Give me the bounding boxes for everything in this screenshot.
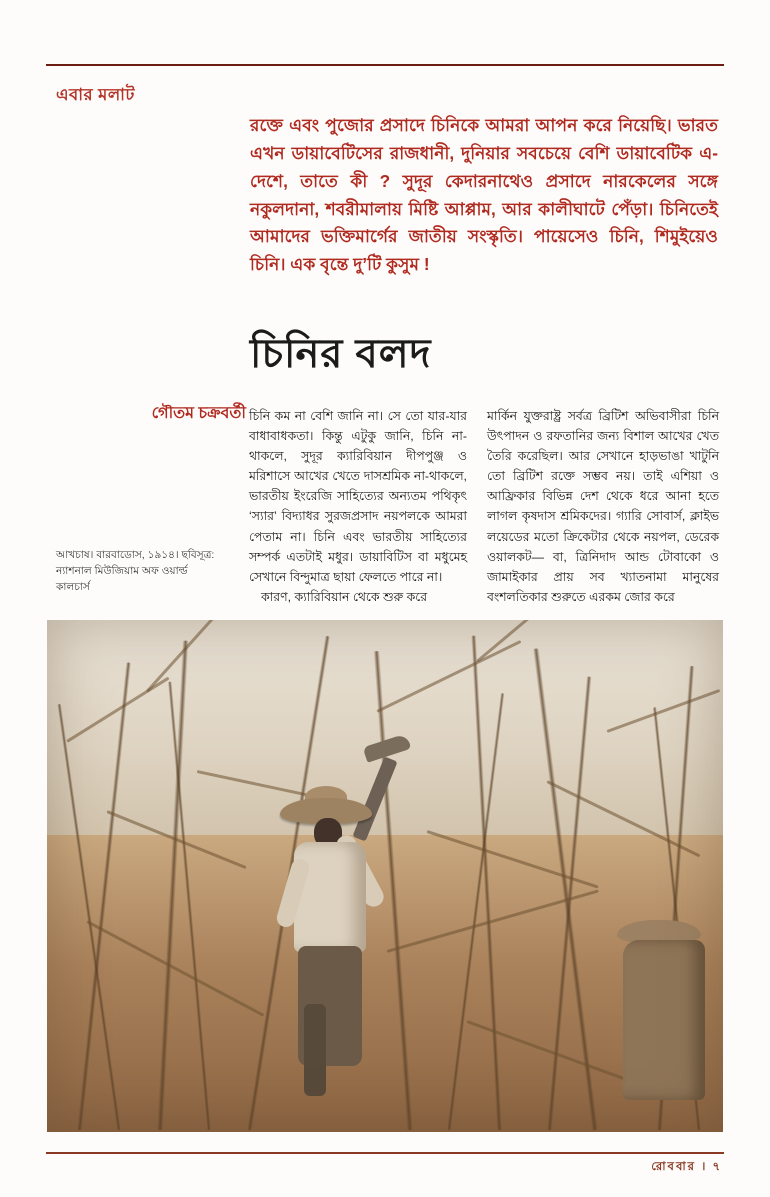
- bottom-divider: [46, 1152, 724, 1154]
- worker-leg: [304, 1004, 326, 1096]
- standfirst-text: রক্তে এবং পুজোর প্রসাদে চিনিকে আমরা আপন করে নিয়েছি। ভারত এখন ডায়াবেটিসের রাজধানী, দুনিয়ার সবচেয়ে বেশি ডায়াবেটিক এ-দেশে, তাতে কী ? সুদূর কেদারনাথেও প্রসাদে নারকেলের সঙ্গে নকুলদানা, শবরীমালায় মিষ্টি আপ্পাম, আর কালীঘাটে পেঁড়া। চিনিতেই আমাদের ভক্তিমার্গের জাতীয় সংস্কৃতি। পায়েসেও চিনি, শিমুইয়েও চিনি। এক বৃন্তে দু’টি কুসুম !: [250, 115, 718, 275]
- article-photo: [47, 620, 723, 1132]
- photo-canvas: [47, 620, 723, 1132]
- second-worker-figure: [607, 920, 717, 1110]
- worker-body: [623, 940, 705, 1100]
- body-column-left: [249, 406, 467, 607]
- page-title: চিনির বলদ: [250, 332, 432, 376]
- worker-shirt: [294, 842, 366, 952]
- page-folio: রোববার । ৭: [651, 1161, 722, 1173]
- worker-figure: [272, 798, 392, 1098]
- paragraph: মার্কিন যুক্তরাষ্ট্র সর্বত্র ব্রিটিশ অভিবাসীরা চিনি উৎপাদন ও রফতানির জন্য বিশাল আখের খেত তৈরি করেছিল। আর সেখানে হাড়ভাঙা খাটুনি তো ব্রিটিশ রক্তে সম্ভব নয়। তাই এশিয়া ও আফ্রিকার বিভিন্ন দেশ থেকে ধরে আনা হতে লাগল কৃষদাস শ্রমিকদের। গ্যারি সোবার্স, ক্লাইভ লয়েডের মতো ক্রিকেটার থেকে নয়পল, ডেরেক ওয়ালকট— বা, ত্রিনিদাদ আন্ড টোবাকো ও জামাইকার প্রায় সব খ্যাতনামা মানুষের বংশলতিকার শুরুতে এরকম জোর করে: [487, 409, 719, 604]
- paragraph: কারণ, ক্যারিবিয়ান থেকে শুরু করে: [261, 589, 428, 604]
- photo-credit: আখচাষ। বারবাডোস, ১৯১৪। ছবিসূত্র: ন্যাশনাল মিউজিয়াম অফ ওয়ার্ল্ড কালচার্স: [56, 549, 215, 593]
- body-column-right: [487, 406, 719, 607]
- paragraph: চিনি কম না বেশি জানি না। সে তো যার-যার বাধাবাধকতা। কিন্তু এটুকু জানি, চিনি না-থাকলে, সুদূর ক্যারিবিয়ান দীপপুঞ্জ ও মরিশাসে আখের খেতে দাসশ্রমিক না-থাকলে, ভারতীয় ইংরেজি সাহিত্যের অন্যতম পথিকৃৎ ‘স্যার’ বিদ্যাধর সুরজপ্রসাদ নয়পলকে আমরা পেতাম না। চিনি এবং ভারতীয় সাহিত্যের সম্পর্ক এতটাই মধুর। ডায়াবিটিস বা মধুমেহ সেখানে বিন্দুমাত্র ছায়া ফেলতে পারে না।: [249, 409, 467, 584]
- author-byline: গৌতম চক্রবর্তী: [151, 405, 246, 422]
- section-kicker: এবার মলাট: [56, 86, 135, 104]
- top-divider: [46, 64, 724, 66]
